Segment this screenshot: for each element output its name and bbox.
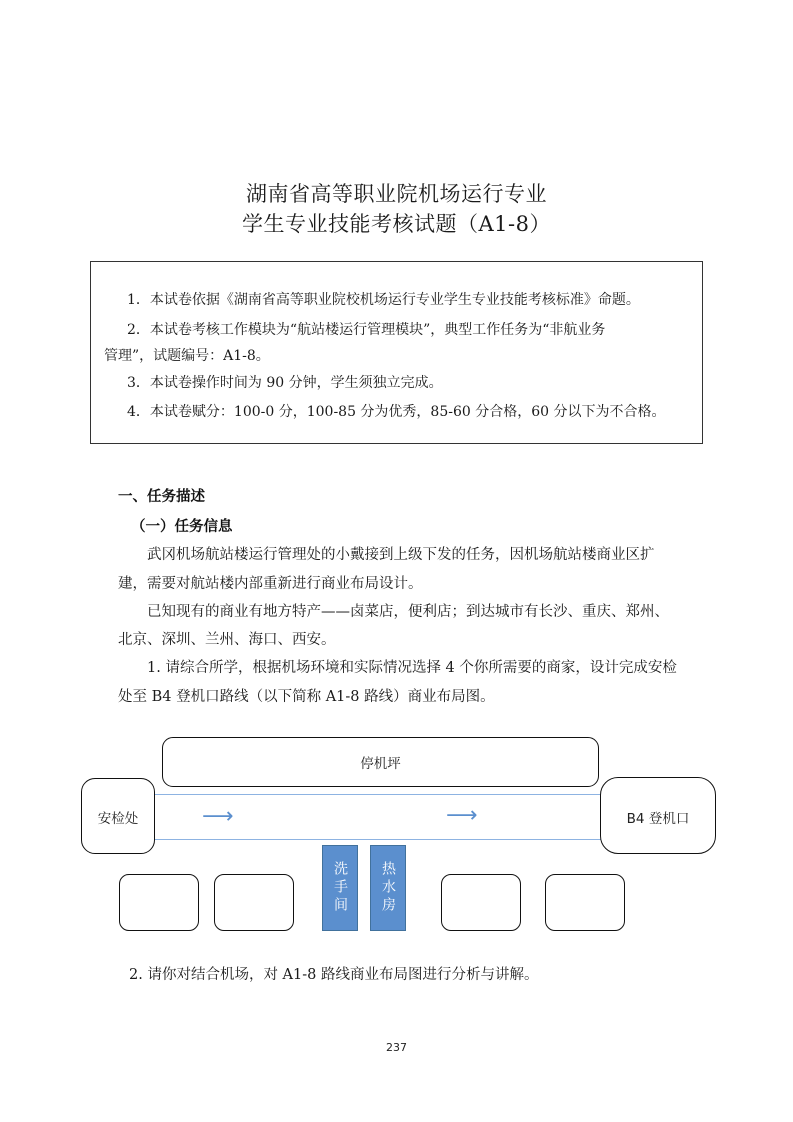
corridor-top-line [150,794,610,795]
notice-item: 4．本试卷赋分：100-0 分，100-85 分为优秀，85-60 分合格，60 分以下为不合格。 [127,404,666,420]
notice-item-continuation: 管理”，试题编号：A1-8。 [104,348,270,364]
subsection-heading: （一）任务信息 [131,519,233,535]
body-paragraph-line: 已知现有的商业有地方特产——卤菜店，便利店；到达城市有长沙、重庆、郑州、 [147,604,669,620]
gate-b4-label: B4 登机口 [626,811,690,827]
body-paragraph-line: 北京、深圳、兰州、海口、西安。 [118,632,336,648]
apron-label: 停机坪 [360,756,401,772]
shop-slot-box [441,874,521,931]
body-paragraph-line: 武冈机场航站楼运行管理处的小戴接到上级下发的任务，因机场航站楼商业区扩 [147,547,655,563]
shop-slot-box [214,874,294,931]
document-title-line-1: 湖南省高等职业院机场运行专业 [246,182,547,206]
corridor-bottom-line [150,839,610,840]
shop-slot-box [545,874,625,931]
security-checkpoint-label: 安检处 [97,811,139,827]
notice-item: 3．本试卷操作时间为 90 分钟，学生须独立完成。 [127,375,443,391]
restroom-label: 洗手间 [332,861,348,915]
section-heading: 一、任务描述 [118,489,205,505]
notice-item: 1．本试卷依据《湖南省高等职业院校机场运行专业学生专业技能考核标准》命题。 [127,292,640,308]
flow-arrow-icon: ⟶ [202,804,234,829]
task-1-line: 处至 B4 登机口路线（以下简称 A1-8 路线）商业布局图。 [118,689,495,705]
page-number: 237 [386,1041,407,1054]
hot-water-room-label: 热水房 [380,861,396,915]
notice-item: 2．本试卷考核工作模块为“航站楼运行管理模块”，典型工作任务为“非航业务 [127,322,606,338]
task-2-line: 2. 请你对结合机场，对 A1-8 路线商业布局图进行分析与讲解。 [129,967,539,983]
task-1-line: 1. 请综合所学，根据机场环境和实际情况选择 4 个你所需要的商家，设计完成安检 [147,660,677,676]
document-title-line-2: 学生专业技能考核试题（A1-8） [242,212,551,236]
restroom-block [322,845,358,931]
shop-slot-box [119,874,199,931]
flow-arrow-icon: ⟶ [446,803,478,828]
body-paragraph-line: 建，需要对航站楼内部重新进行商业布局设计。 [118,576,423,592]
hot-water-room-block [370,845,406,931]
